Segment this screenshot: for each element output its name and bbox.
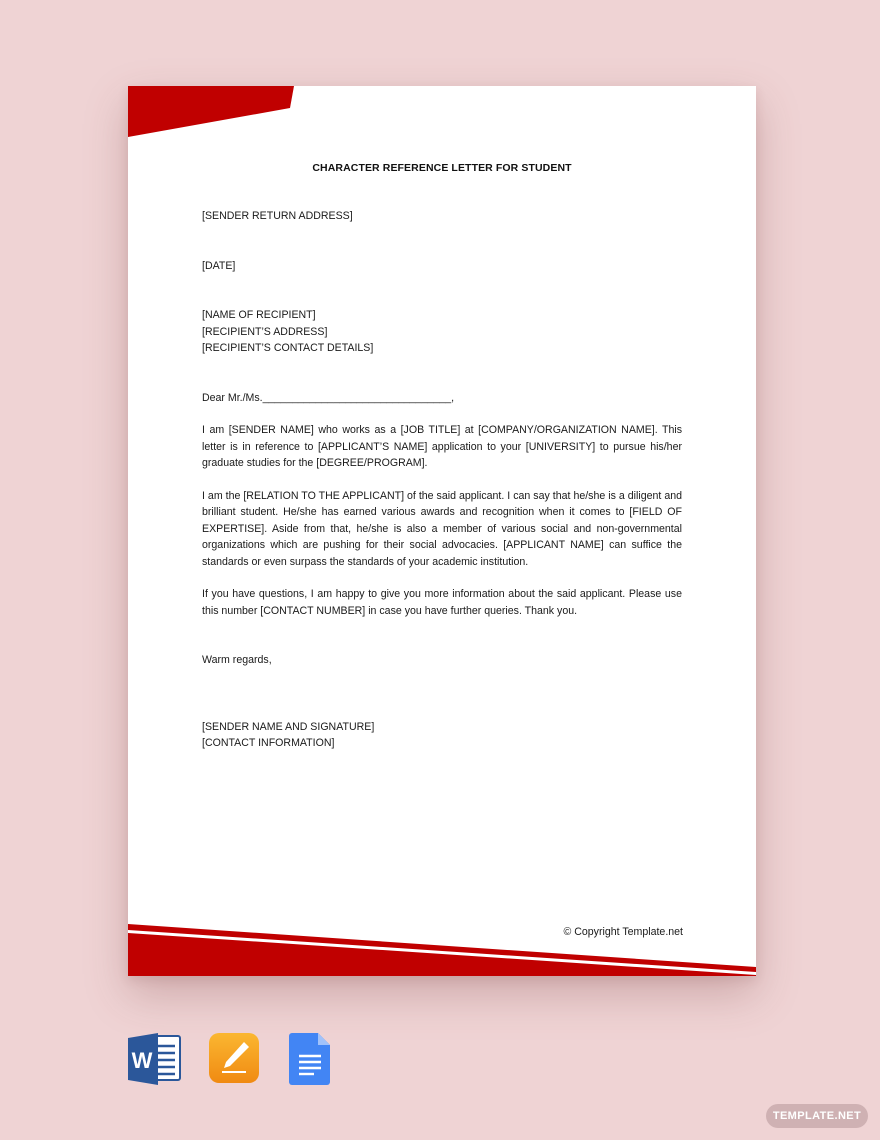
copyright-notice: © Copyright Template.net xyxy=(563,926,683,938)
top-red-corner-decoration xyxy=(128,86,298,138)
recipient-name: [NAME OF RECIPIENT] xyxy=(202,309,316,321)
google-docs-icon[interactable] xyxy=(288,1032,332,1086)
closing: Warm regards, xyxy=(202,654,272,666)
letter-body xyxy=(202,208,682,752)
recipient-contact: [RECIPIENT’S CONTACT DETAILS] xyxy=(202,342,374,354)
sender-signature: [SENDER NAME AND SIGNATURE] xyxy=(202,720,375,733)
letter-page xyxy=(128,86,756,976)
letter-title: CHARACTER REFERENCE LETTER FOR STUDENT xyxy=(312,162,572,174)
letter-date: [DATE] xyxy=(202,259,236,272)
recipient-address: [RECIPIENT’S ADDRESS] xyxy=(202,325,328,338)
svg-text:W: W xyxy=(131,1048,153,1073)
sender-contact-information: [CONTACT INFORMATION] xyxy=(202,737,335,749)
sender-return-address: [SENDER RETURN ADDRESS] xyxy=(202,210,353,222)
paragraph-intro: I am [SENDER NAME] who works as a [JOB TITLE] at [COMPANY/ORGANIZATION NAME]. This letter is in reference to [APPLICANT’S NAME] application to your [UNIVERSITY] to pursue his/her graduate studies for the [DEGREE/PROGRAM]. xyxy=(202,424,682,469)
pages-icon[interactable] xyxy=(208,1032,260,1084)
bottom-red-band-decoration xyxy=(128,924,756,976)
template-net-watermark[interactable]: TEMPLATE.NET xyxy=(766,1104,868,1128)
paragraph-character: I am the [RELATION TO THE APPLICANT] of the said applicant. I can say that he/she is a diligent and brilliant student. He/she has earned various awards and recognition when it comes to [FIELD OF EXPERTISE]. Aside from that, he/she is also a member of various social and non-governmental organizations which are pushing for their social advocacies. [APPLICANT NAME] can suffice the standards or even surpass the standards of your academic institution. xyxy=(202,489,682,568)
word-icon[interactable] xyxy=(128,1032,182,1086)
paragraph-contact: If you have questions, I am happy to give you more information about the said applicant. Please use this number [CONTACT NUMBER] in case you have further queries. Thank you. xyxy=(202,588,682,617)
salutation: Dear Mr./Ms.________________________________, xyxy=(202,391,455,404)
